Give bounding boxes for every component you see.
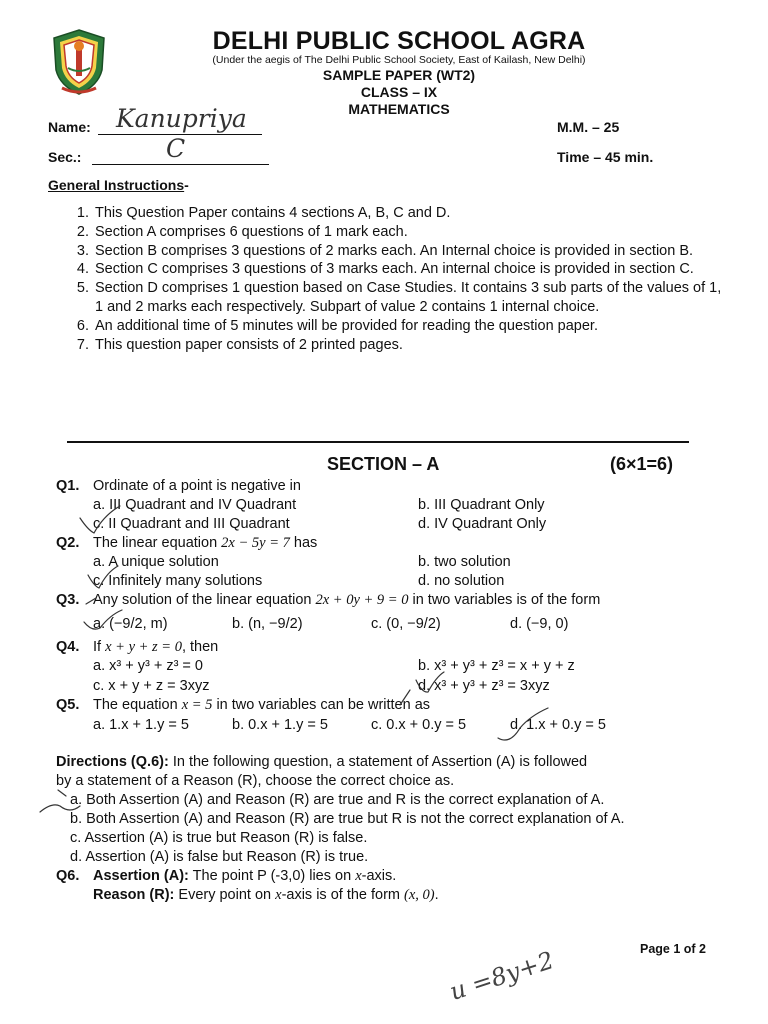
option-a: a. x³ + y³ + z³ = 0 xyxy=(93,658,203,674)
instruction-item: 4. Section C comprises 3 questions of 3 marks each. An internal choice is provided in section C. xyxy=(93,260,723,279)
option-b: b. x³ + y³ + z³ = x + y + z xyxy=(418,658,575,674)
instructions-heading: General Instructions- xyxy=(48,177,189,193)
aegis-line: (Under the aegis of The Delhi Public School Society, East of Kailash, New Delhi) xyxy=(212,54,586,66)
option-d: d. 1.x + 0.y = 5 xyxy=(510,717,606,733)
instruction-item: 3. Section B comprises 3 questions of 2 marks each. An Internal choice is provided in section B. xyxy=(93,242,723,261)
option-b: b. III Quadrant Only xyxy=(418,497,545,513)
question-number: Q6. xyxy=(56,868,80,884)
question-number: Q5. xyxy=(56,697,80,713)
tick-mark xyxy=(84,610,122,629)
question-number: Q1. xyxy=(56,478,80,494)
question-number: Q3. xyxy=(56,592,80,608)
option-c: c. Infinitely many solutions xyxy=(93,573,263,589)
section-a-title: SECTION – A xyxy=(327,454,440,474)
option-d: d. IV Quadrant Only xyxy=(418,516,547,532)
choice-a: a. Both Assertion (A) and Reason (R) are true and R is the correct explanation of A. xyxy=(70,792,605,808)
option-c: c. (0, −9/2) xyxy=(371,616,441,632)
tick-mark xyxy=(416,672,444,692)
option-b: b. 0.x + 1.y = 5 xyxy=(232,717,328,733)
time-allowed: Time – 45 min. xyxy=(557,149,654,165)
max-marks: M.M. – 25 xyxy=(557,119,620,135)
school-title: DELHI PUBLIC SCHOOL AGRA xyxy=(212,27,586,55)
handwritten-scribble: u =8y+2 xyxy=(446,946,558,1006)
choice-c: c. Assertion (A) is true but Reason (R) is false. xyxy=(70,830,368,846)
option-d: d. no solution xyxy=(418,573,505,589)
instruction-item: 6. An additional time of 5 minutes will be provided for reading the question paper. xyxy=(93,317,723,336)
section-handwritten: C xyxy=(166,134,186,163)
class-label: CLASS – IX xyxy=(360,84,438,100)
section-label: Sec.: xyxy=(48,149,82,165)
question-text: The linear equation 2x − 5y = 7 has xyxy=(93,535,318,551)
name-label: Name: xyxy=(48,119,91,135)
question-number: Q4. xyxy=(56,639,80,655)
paper-title: SAMPLE PAPER (WT2) xyxy=(322,67,476,83)
tick-mark xyxy=(88,566,118,588)
assertion-text: Assertion (A): The point P (-3,0) lies on x-axis. xyxy=(93,868,397,884)
option-c: c. 0.x + 0.y = 5 xyxy=(371,717,467,733)
section-a-marks: (6×1=6) xyxy=(610,454,674,474)
choice-d: d. Assertion (A) is false but Reason (R) is true. xyxy=(70,849,369,865)
reason-text: Reason (R): Every point on x-axis is of the form (x, 0). xyxy=(93,887,439,903)
option-a: a. (−9/2, m) xyxy=(93,616,168,632)
question-text: Any solution of the linear equation 2x + 0y + 9 = 0 in two variables is of the form xyxy=(93,592,601,608)
directions-text-2: by a statement of a Reason (R), choose the correct choice as. xyxy=(56,773,455,789)
option-a: a. III Quadrant and IV Quadrant xyxy=(93,497,297,513)
instruction-item: 5. Section D comprises 1 question based on Case Studies. It contains 3 sub parts of the values of 1, 1 and 2 marks each respectively. Subpart of value 2 contains 1 internal choice. xyxy=(93,279,723,317)
instruction-item: 1. This Question Paper contains 4 sections A, B, C and D. xyxy=(93,204,723,223)
choice-b: b. Both Assertion (A) and Reason (R) are true but R is not the correct explanation of A. xyxy=(70,811,625,827)
directions-text: Directions (Q.6): In the following question, a statement of Assertion (A) is followed xyxy=(56,754,588,770)
question-text: If x + y + z = 0, then xyxy=(93,639,219,655)
option-a: a. A unique solution xyxy=(93,554,219,570)
option-a: a. 1.x + 1.y = 5 xyxy=(93,717,189,733)
option-b: b. (n, −9/2) xyxy=(232,616,303,632)
subject-label: MATHEMATICS xyxy=(348,101,450,117)
tick-mark xyxy=(40,805,80,812)
page-number: Page 1 of 2 xyxy=(640,942,706,956)
question-text: The equation x = 5 in two variables can be written as xyxy=(93,697,431,713)
tick-mark xyxy=(80,506,120,533)
option-c: c. x + y + z = 3xyz xyxy=(93,678,210,694)
question-text: Ordinate of a point is negative in xyxy=(93,478,301,494)
tick-mark xyxy=(498,708,548,740)
option-d: d. (−9, 0) xyxy=(510,616,569,632)
option-c: c. II Quadrant and III Quadrant xyxy=(93,516,290,532)
instruction-item: 7. This question paper consists of 2 printed pages. xyxy=(93,336,723,355)
question-number: Q2. xyxy=(56,535,80,551)
option-d: d. x³ + y³ + z³ = 3xyz xyxy=(418,678,550,694)
tick-mark xyxy=(86,598,96,604)
instruction-item: 2. Section A comprises 6 questions of 1 mark each. xyxy=(93,223,723,242)
tick-mark xyxy=(400,690,410,705)
name-handwritten: Kanupriya xyxy=(116,104,247,133)
tick-mark xyxy=(58,790,66,796)
option-b: b. two solution xyxy=(418,554,511,570)
